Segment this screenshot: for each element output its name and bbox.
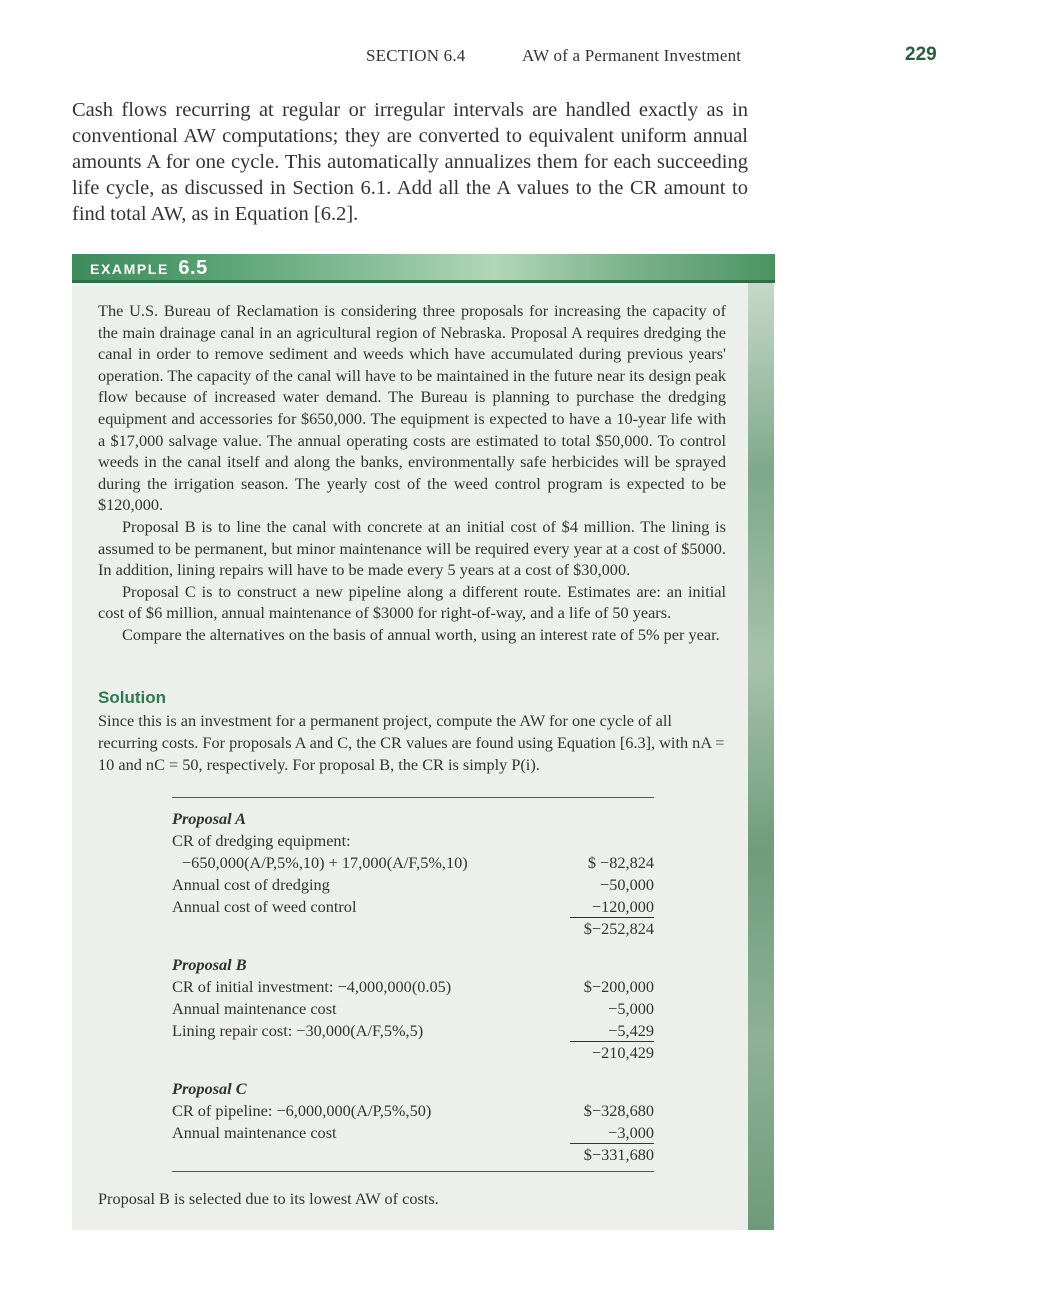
table-bottom-rule <box>172 1171 654 1172</box>
table-top-rule <box>172 797 654 798</box>
decorative-side-strip <box>748 283 774 1230</box>
problem-paragraph: Proposal C is to construct a new pipeline along a different route. Estimates are: an initial cost of $6 million, annual maintenance of $3000 for right-of-way, and a life of 50 years. <box>98 581 726 623</box>
example-label-text: EXAMPLE <box>90 261 169 277</box>
table-row <box>172 1100 654 1122</box>
proposal-heading: Proposal B <box>172 955 247 974</box>
proposal-total: $−331,680 <box>583 1145 654 1164</box>
table-row <box>172 998 654 1020</box>
example-number: 6.5 <box>178 257 208 279</box>
table-row <box>172 874 654 896</box>
page-number: 229 <box>905 44 937 65</box>
proposal-heading: Proposal A <box>172 809 247 828</box>
proposal-total: $−252,824 <box>583 919 654 938</box>
table-row <box>172 830 654 852</box>
row-amount <box>570 830 654 852</box>
section-number: SECTION 6.4 <box>366 46 466 65</box>
row-amount: −120,000 <box>570 896 654 918</box>
problem-statement <box>98 300 726 646</box>
row-amount: −5,000 <box>608 999 654 1018</box>
row-amount: −50,000 <box>600 875 654 894</box>
row-amount: $ −82,824 <box>587 853 654 872</box>
proposal-c-group <box>172 1078 654 1166</box>
row-description: CR of dredging equipment: <box>172 831 351 850</box>
table-row <box>172 896 654 918</box>
conclusion: Proposal B is selected due to its lowest AW of costs. <box>98 1189 439 1208</box>
proposal-heading: Proposal C <box>172 1079 247 1098</box>
example-label <box>90 257 208 280</box>
table-row <box>172 1122 654 1144</box>
proposal-total: −210,429 <box>591 1043 654 1062</box>
solution-heading: Solution <box>98 688 166 707</box>
row-description: Annual cost of weed control <box>172 897 357 916</box>
problem-paragraph: Proposal B is to line the canal with concrete at an initial cost of $4 million. The lining is assumed to be permanent, but minor maintenance will be required every year at a cost of $5000. In addition, lining repairs will have to be made every 5 years at a cost of $30,000. <box>98 516 726 580</box>
running-head <box>366 46 741 66</box>
proposal-a-group <box>172 808 654 940</box>
row-amount: −3,000 <box>570 1122 654 1144</box>
proposal-total-row <box>172 1042 654 1064</box>
intro-paragraph: Cash flows recurring at regular or irregular intervals are handled exactly as in conventional AW computations; they are converted to equivalent uniform annual amounts A for one cycle. This automatically annualizes them for each succeeding life cycle, as discussed in Section 6.1. Add all the A values to the CR amount to find total AW, as in Equation [6.2]. <box>72 99 748 225</box>
section-title: AW of a Permanent Investment <box>522 46 742 65</box>
solution-text: Since this is an investment for a permanent project, compute the AW for one cycle of all recurring costs. For proposals A and C, the CR values are found using Equation [6.3], with nA = 10 and nC = 50, respectively. For proposal B, the CR is simply P(i). <box>98 711 725 774</box>
row-amount: −5,429 <box>570 1020 654 1042</box>
problem-paragraph: Compare the alternatives on the basis of annual worth, using an interest rate of 5% per year. <box>122 624 720 644</box>
row-amount: $−200,000 <box>583 977 654 996</box>
row-description: CR of pipeline: −6,000,000(A/P,5%,50) <box>172 1101 432 1120</box>
table-row <box>172 852 654 874</box>
row-description: Annual cost of dredging <box>172 875 330 894</box>
proposal-b-group <box>172 954 654 1064</box>
table-row <box>172 1020 654 1042</box>
row-description: −650,000(A/P,5%,10) + 17,000(A/F,5%,10) <box>182 853 468 872</box>
problem-paragraph: The U.S. Bureau of Reclamation is considering three proposals for increasing the capacity of the main drainage canal in an agricultural region of Nebraska. Proposal A requires dredging the canal in order to remove sediment and weeds which have accumulated during previous years' operation. The capacity of the canal will have to be maintained in the future near its design peak flow because of increased water demand. The Bureau is planning to purchase the dredging equipment and accessories for $650,000. The equipment is expected to have a 10-year life with a $17,000 salvage value. The annual operating costs are estimated to total $50,000. To control weeds in the canal itself and along the banks, environmentally safe herbicides will be sprayed during the irrigation season. The yearly cost of the weed control program is expected to be $120,000. <box>98 301 726 515</box>
row-description: Annual maintenance cost <box>172 999 337 1018</box>
example-banner <box>72 254 775 283</box>
proposal-total-row <box>172 1144 654 1166</box>
table-row <box>172 976 654 998</box>
row-description: Lining repair cost: −30,000(A/F,5%,5) <box>172 1021 424 1040</box>
row-amount: $−328,680 <box>583 1101 654 1120</box>
aw-computation-table <box>172 808 654 1180</box>
proposal-total-row <box>172 918 654 940</box>
row-description: CR of initial investment: −4,000,000(0.05) <box>172 977 452 996</box>
row-description: Annual maintenance cost <box>172 1123 337 1142</box>
